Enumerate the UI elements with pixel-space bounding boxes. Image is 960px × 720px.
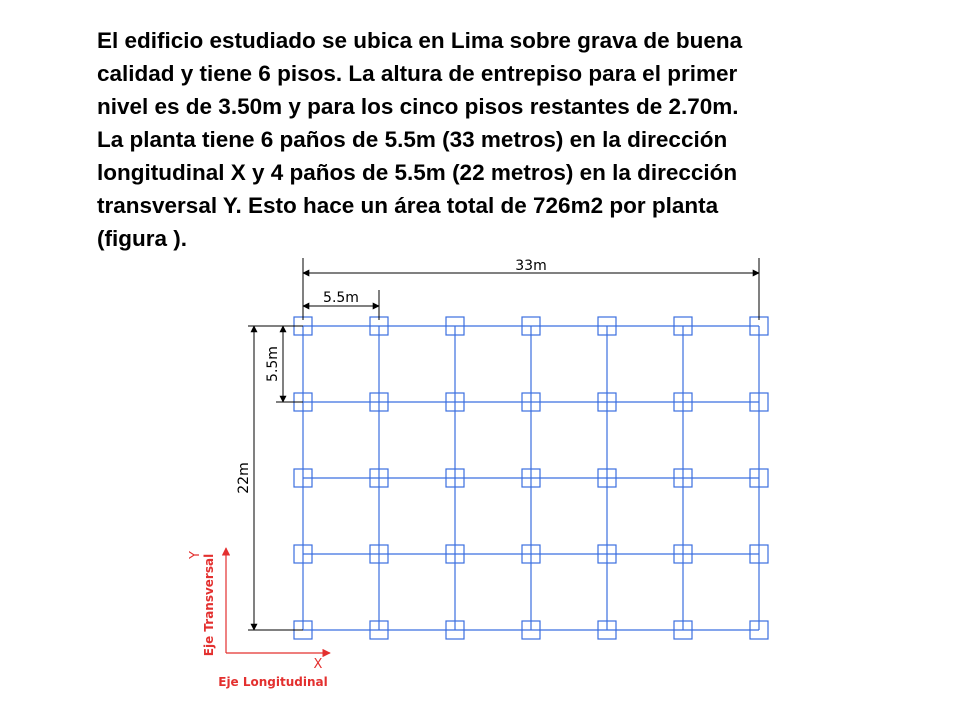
dim-label-33m: 33m [515, 258, 547, 274]
paragraph-line-6: transversal Y. Esto hace un área total de 726m2 por planta [97, 193, 719, 218]
axis-indicator [188, 548, 330, 689]
paragraph-line-3: nivel es de 3.50m y para los cinco pisos restantes de 2.70m. [97, 94, 739, 119]
paragraph-line-1: El edificio estudiado se ubica en Lima sobre grava de buena [97, 28, 743, 53]
structural-grid [303, 326, 759, 630]
dim-label-5-5m-x: 5.5m [323, 290, 359, 306]
x-axis-title: Eje Longitudinal [218, 675, 328, 689]
dimension-total-x [303, 258, 759, 320]
paragraph-line-5: longitudinal X y 4 paños de 5.5m (22 metros) en la dirección [97, 160, 738, 185]
y-axis-letter: Y [188, 551, 203, 559]
dim-label-5-5m-y: 5.5m [265, 346, 281, 382]
y-axis-title: Eje Transversal [202, 553, 216, 657]
dim-label-22m: 22m [236, 462, 252, 494]
dimension-bay-y [265, 326, 303, 402]
paragraph-line-4: La planta tiene 6 paños de 5.5m (33 metros) en la dirección [97, 127, 728, 152]
x-axis-letter: X [313, 657, 323, 672]
paragraph-line-2: calidad y tiene 6 pisos. La altura de entrepiso para el primer [97, 61, 738, 86]
dimension-bay-x [303, 290, 379, 320]
paragraph-line-7: (figura ). [97, 226, 187, 251]
